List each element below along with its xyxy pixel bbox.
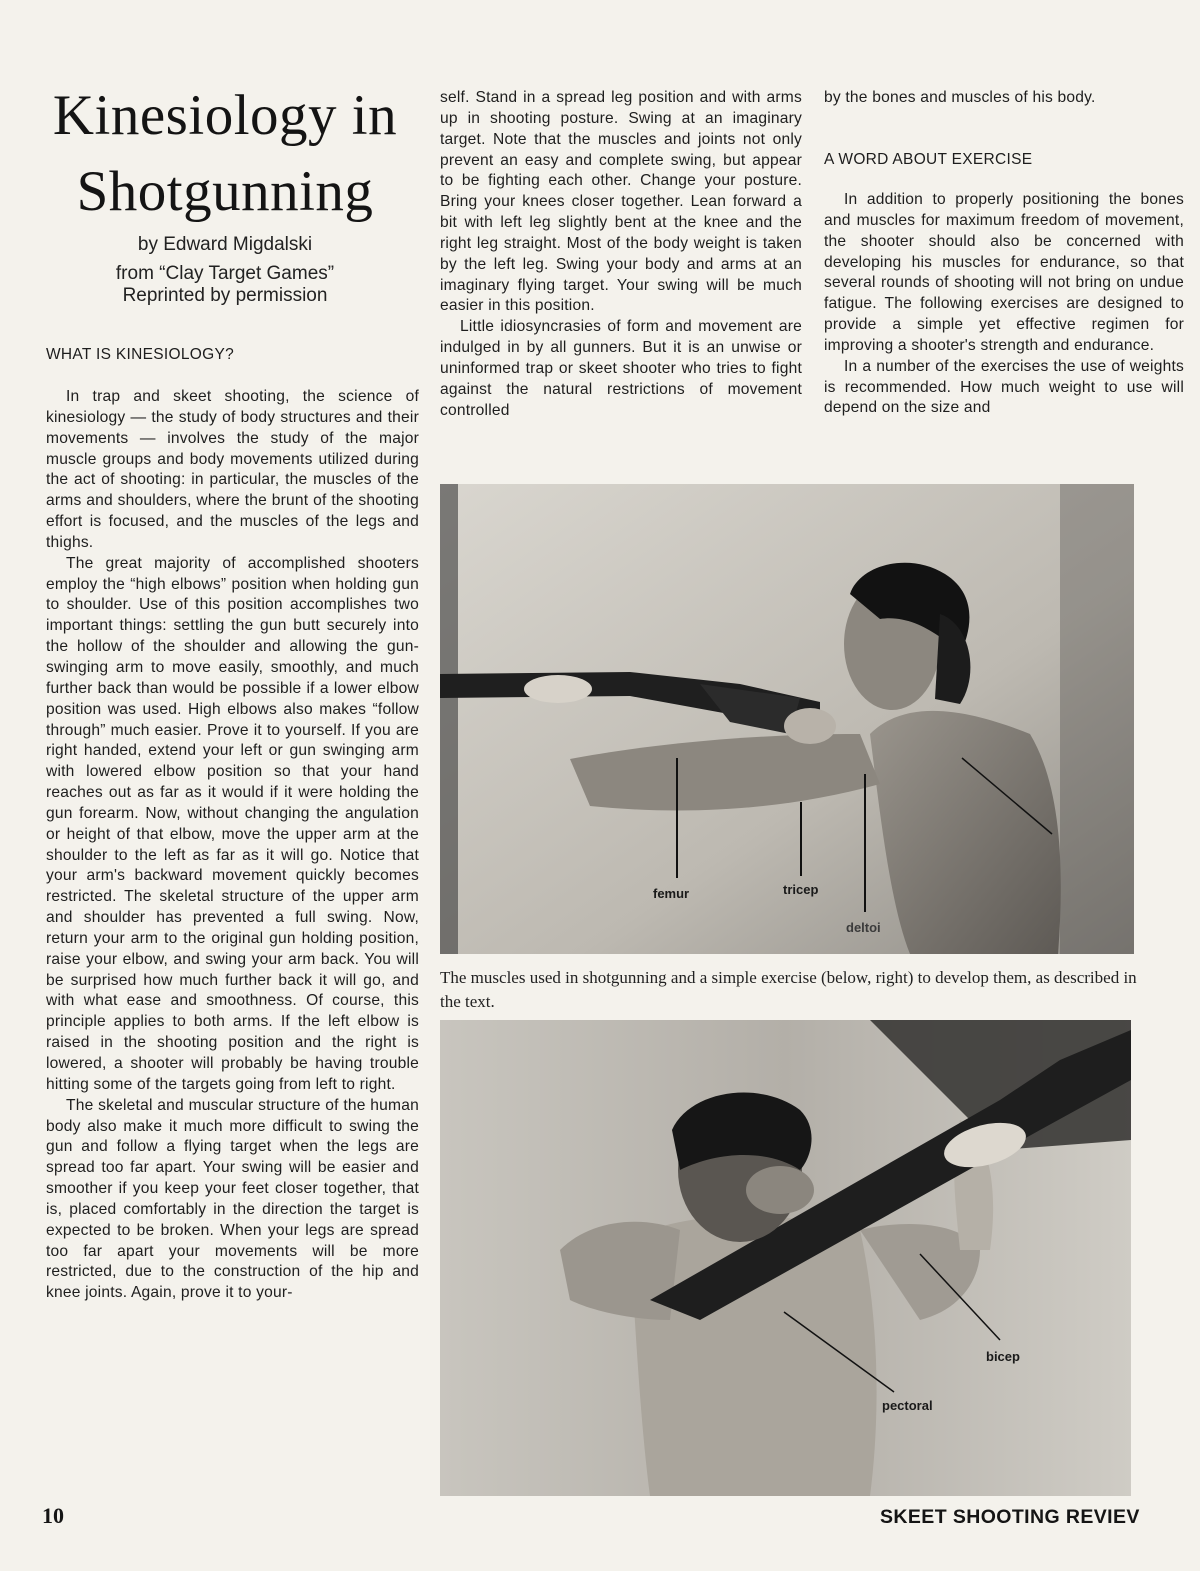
paragraph: The great majority of accomplished shooters employ the “high elbows” position when holding gun to shoulder. Use of this position accomplishes two important things: settling the gun butt securely into the hollow of the shoulder and allowing the gun-swinging arm to move easily, smoothly, and much further back than would be possible if a lower elbow position was used. High elbows also makes “follow through” much easier. Prove it to yourself. If you are right handed, extend your left or gun swinging arm with lowered elbow position so that your hand reaches out as far as it would if it were holding the gun forearm. Now, without changing the angulation or height of that elbow, move the upper arm at the shoulder to the left as far as it will go. Notice that your arm's backward movement quickly becomes restricted. The skeletal structure of the upper arm and shoulder has prevented a full swing. Now, return your arm to the original gun holding position, raise your elbow, and swing your arm back. You will be surprised how much further back it will go, and with what ease and smoothness. Of course, this principle applies to both arms. If the left elbow is raised in the shooting position and the right is lowered, a shooter will probably be having trouble hitting some of the targets going from left to right. [46, 554, 419, 1093]
paragraph: Little idiosyncrasies of form and movement are indulged in by all gunners. But it is an unwise or uninformed trap or skeet shooter who tries to fight against the natural restrictions of movement controlled [440, 318, 802, 419]
article-title [20, 78, 430, 230]
label-bicep: bicep [986, 1349, 1020, 1364]
paragraph: by the bones and muscles of his body. [824, 89, 1096, 106]
photo-exercise-image [440, 1020, 1131, 1496]
body-column-1 [46, 387, 419, 1304]
body-column-2 [440, 88, 802, 422]
section-heading-exercise: A WORD ABOUT EXERCISE [824, 151, 1033, 168]
label-deltoid: deltoi [846, 920, 881, 935]
title-line-1: Kinesiology in [52, 84, 398, 147]
permission-note: Reprinted by permission [122, 285, 328, 306]
source-credit: from “Clay Target Games” [115, 263, 335, 284]
label-femur: femur [653, 886, 690, 901]
author-byline: by Edward Migdalski [137, 234, 313, 255]
paragraph: In a number of the exercises the use of weights is recommended. How much weight to use will depend on the size and [824, 357, 1184, 417]
figure-caption: The muscles used in shotgunning and a simple exercise (below, right) to develop them, as described in the text. [440, 968, 1137, 1011]
photo-shooter-muscles [440, 484, 1134, 954]
page-number: 10 [42, 1503, 64, 1528]
paragraph: The skeletal and muscular structure of the human body also make it much more difficult to swing the gun and follow a flying target when the legs are spread too far apart. Your swing will be easier and smoother if you keep your feet closer together, that is, placed comfortably in the direction the target is expected to be broken. When your legs are spread too far apart your movements will be more restricted, due to the construction of the hip and knee joints. Again, prove it to your- [46, 1096, 419, 1302]
photo-exercise [440, 1020, 1131, 1496]
byline-block [30, 230, 420, 307]
body-column-3-continued [824, 88, 1184, 109]
magazine-name: SKEET SHOOTING REVIEV [880, 1506, 1140, 1528]
paragraph: self. Stand in a spread leg position and with arms up in shooting posture. Swing at an imaginary target. Note that the muscles and joints not only prevent an easy and complete swing, but appear to be fighting each other. Change your posture. Bring your knees closer together. Lean forward a bit with left leg slightly bent at the knee and the right leg straight. Most of the body weight is taken by the left leg. Swing your body and arms at an imaginary flying target. Your swing will be much easier in this position. [440, 89, 802, 315]
title-line-2: Shotgunning [76, 160, 374, 223]
section-heading-what-is-kinesiology: WHAT IS KINESIOLOGY? [46, 346, 235, 363]
paragraph: In trap and skeet shooting, the science of kinesiology — the study of body structures and their movements — involves the study of the major muscle groups and body movements utilized during the act of shooting: in particular, the muscles of the arms and shoulders, where the brunt of the shooting effort is focused, and the muscles of the legs and thighs. [46, 388, 419, 551]
label-pectoral: pectoral [882, 1398, 933, 1413]
body-column-3 [824, 190, 1184, 419]
paragraph: In addition to properly positioning the bones and muscles for maximum freedom of movement, the shooter should also be concerned with developing his muscles for endurance, so that several rounds of shooting will not bring on undue fatigue. The following exercises are designed to provide a simple yet effective regimen for improving a shooter's strength and endurance. [824, 191, 1184, 354]
label-tricep: tricep [783, 882, 819, 897]
